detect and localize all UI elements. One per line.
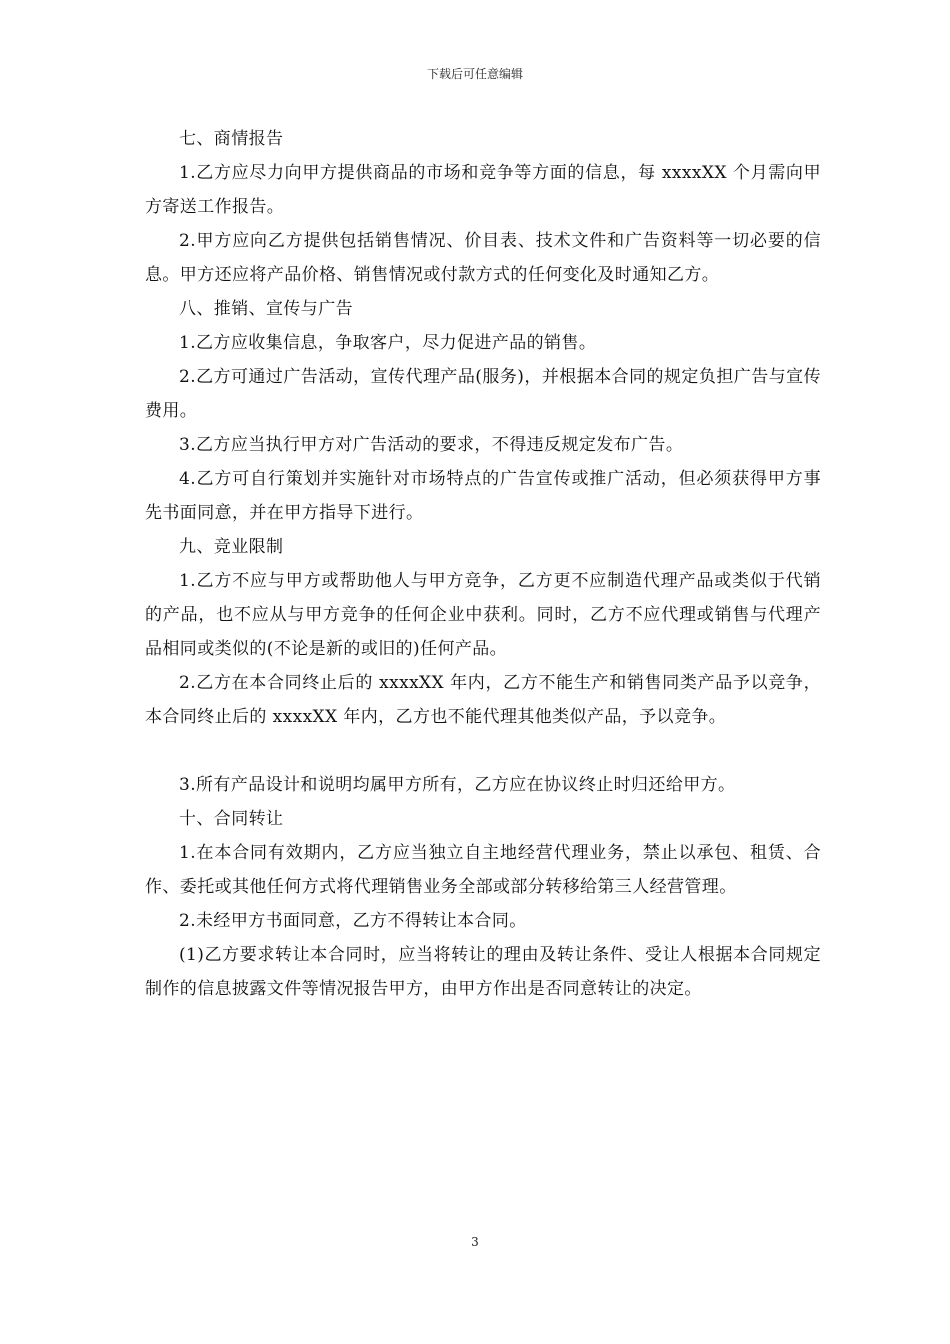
- section-8-heading: 八、推销、宣传与广告: [179, 299, 353, 319]
- page-header-note: 下载后可任意编辑: [426, 67, 523, 81]
- paragraph-gap: [145, 734, 821, 768]
- section-7-clause-1: 1.乙方应尽力向甲方提供商品的市场和竞争等方面的信息，每 xxxxXX 个月需向甲方寄送工作报告。: [145, 163, 821, 217]
- section-10-clause-2-item-1: (1)乙方要求转让本合同时，应当将转让的理由及转让条件、受让人根据本合同规定制作的信息披露文件等情况报告甲方，由甲方作出是否同意转让的决定。: [145, 945, 821, 999]
- section-10-clause-2: 2.未经甲方书面同意，乙方不得转让本合同。: [179, 911, 527, 931]
- section-8-clause-2: 2.乙方可通过广告活动，宣传代理产品(服务)，并根据本合同的规定负担广告与宣传费用。: [145, 367, 821, 421]
- page-number: 3: [471, 1235, 479, 1249]
- section-9-clause-1: 1.乙方不应与甲方或帮助他人与甲方竞争，乙方更不应制造代理产品或类似于代销的产品，也不应从与甲方竞争的任何企业中获利。同时，乙方不应代理或销售与代理产品相同或类似的(不论是新的或旧的)任何产品。: [145, 571, 821, 659]
- section-10-heading: 十、合同转让: [179, 809, 284, 829]
- section-7-clause-2: 2.甲方应向乙方提供包括销售情况、价目表、技术文件和广告资料等一切必要的信息。甲方还应将产品价格、销售情况或付款方式的任何变化及时通知乙方。: [145, 231, 821, 285]
- section-7-heading: 七、商情报告: [179, 129, 284, 149]
- section-8-clause-4: 4.乙方可自行策划并实施针对市场特点的广告宣传或推广活动，但必须获得甲方事先书面同意，并在甲方指导下进行。: [145, 469, 821, 523]
- section-9-clause-3: 3.所有产品设计和说明均属甲方所有，乙方应在协议终止时归还给甲方。: [179, 775, 736, 795]
- section-8-clause-3: 3.乙方应当执行甲方对广告活动的要求，不得违反规定发布广告。: [179, 435, 684, 455]
- document-body: [145, 122, 821, 1006]
- section-9-heading: 九、竞业限制: [179, 537, 284, 557]
- section-8-clause-1: 1.乙方应收集信息，争取客户，尽力促进产品的销售。: [179, 333, 597, 353]
- section-9-clause-2: 2.乙方在本合同终止后的 xxxxXX 年内，乙方不能生产和销售同类产品予以竞争，本合同终止后的 xxxxXX 年内，乙方也不能代理其他类似产品，予以竞争。: [145, 673, 821, 727]
- section-10-clause-1: 1.在本合同有效期内，乙方应当独立自主地经营代理业务，禁止以承包、租赁、合作、委托或其他任何方式将代理销售业务全部或部分转移给第三人经营管理。: [145, 843, 821, 897]
